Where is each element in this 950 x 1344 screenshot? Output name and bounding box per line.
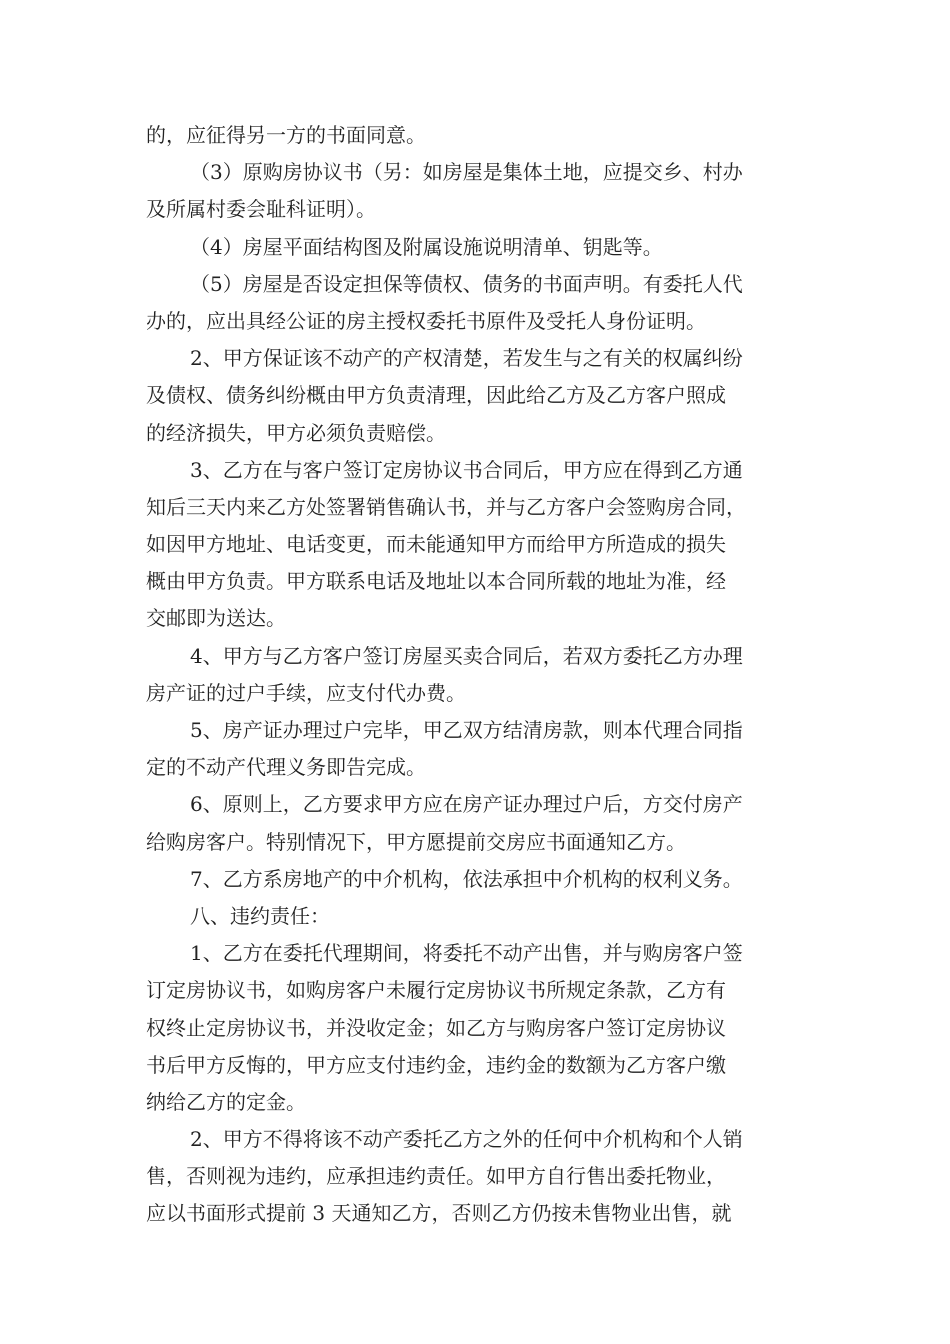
text-line: 给购房客户。特别情况下，甲方愿提前交房应书面通知乙方。 (146, 829, 686, 854)
text-line: 概由甲方负责。甲方联系电话及地址以本合同所载的地址为准，经 (146, 569, 726, 594)
text-line: 纳给乙方的定金。 (146, 1089, 306, 1114)
text-line: 2、甲方保证该不动产的产权清楚，若发生与之有关的权属纠纷 (190, 346, 743, 371)
text-line: 如因甲方地址、电话变更，而未能通知甲方而给甲方所造成的损失 (146, 532, 726, 557)
text-line: 7、乙方系房地产的中介机构，依法承担中介机构的权利义务。 (190, 866, 743, 891)
text-line: 房产证的过户手续，应支付代办费。 (146, 680, 466, 705)
text-line: 的，应征得另一方的书面同意。 (146, 123, 426, 147)
text-line: 应以书面形式提前 3 天通知乙方，否则乙方仍按未售物业出售，就 (146, 1201, 732, 1226)
text-line: 及债权、债务纠纷概由甲方负责清理，因此给乙方及乙方客户照成 (146, 383, 726, 408)
text-line: 5、房产证办理过户完毕，甲乙双方结清房款，则本代理合同指 (190, 718, 743, 742)
text-line: 3、乙方在与客户签订定房协议书合同后，甲方应在得到乙方通 (190, 457, 743, 482)
text-line: 定的不动产代理义务即告完成。 (146, 755, 426, 780)
contract-body-text (146, 117, 810, 1233)
section-heading: 八、违约责任： (190, 903, 330, 928)
text-line: 及所属村委会耻科证明）。 (146, 197, 376, 222)
text-line: 4、甲方与乙方客户签订房屋买卖合同后，若双方委托乙方办理 (190, 643, 743, 668)
text-line: 1、乙方在委托代理期间，将委托不动产出售，并与购房客户签 (190, 941, 743, 966)
text-line: 6、原则上，乙方要求甲方应在房产证办理过户后，方交付房产 (190, 792, 743, 817)
text-line: （5）房屋是否设定担保等债权、债务的书面声明。有委托人代 (190, 271, 743, 296)
text-line: 交邮即为送达。 (146, 606, 286, 631)
text-line: （4）房屋平面结构图及附属设施说明清单、钥匙等。 (190, 234, 663, 259)
text-line: （3）原购房协议书（另：如房屋是集体土地，应提交乡、村办 (190, 160, 743, 185)
text-line: 2、甲方不得将该不动产委托乙方之外的任何中介机构和个人销 (190, 1127, 743, 1152)
text-line: 权终止定房协议书，并没收定金；如乙方与购房客户签订定房协议 (146, 1015, 726, 1040)
text-line: 书后甲方反悔的，甲方应支付违约金，违约金的数额为乙方客户缴 (146, 1052, 726, 1077)
text-line: 订定房协议书，如购房客户未履行定房协议书所规定条款，乙方有 (146, 978, 726, 1003)
text-line: 知后三天内来乙方处签署销售确认书，并与乙方客户会签购房合同， (146, 494, 746, 519)
text-line: 办的，应出具经公证的房主授权委托书原件及受托人身份证明。 (146, 308, 706, 333)
text-line: 售，否则视为违约，应承担违约责任。如甲方自行售出委托物业， (146, 1164, 726, 1189)
text-line: 的经济损失，甲方必须负责赔偿。 (146, 420, 446, 445)
